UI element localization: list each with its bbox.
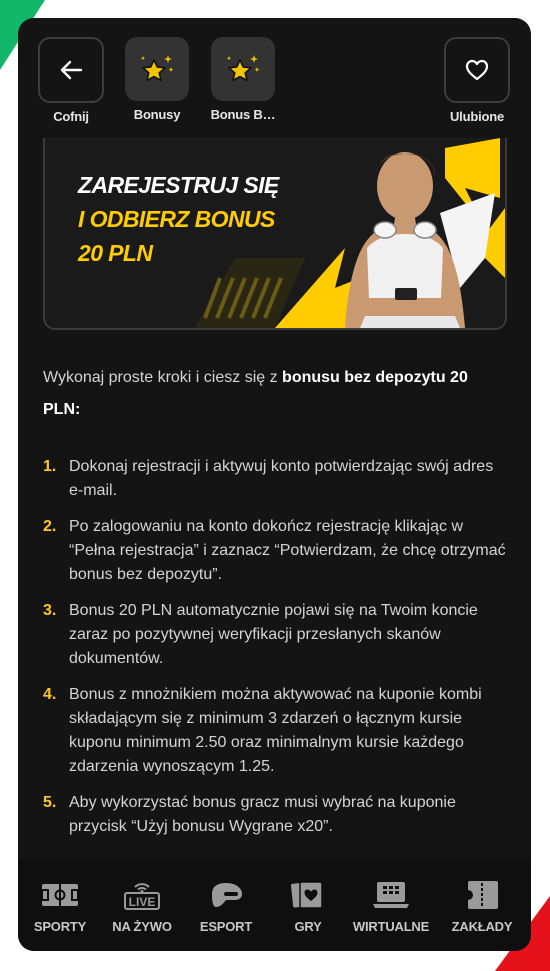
arrow-left-icon bbox=[58, 57, 84, 83]
nav-item-na-zywo[interactable] bbox=[102, 879, 182, 934]
favorites-button[interactable] bbox=[443, 37, 511, 124]
nav-label: ZAKŁADY bbox=[451, 919, 513, 934]
promo-banner[interactable] bbox=[43, 138, 507, 330]
step-text: Po zalogowaniu na konto dokończ rejestrację klikając w “Pełna rejestracja” i zaznacz “Potwierdzam, że chcę otrzymać bonus bez depozytu”. bbox=[69, 518, 506, 583]
field-icon bbox=[40, 881, 80, 909]
stars-icon bbox=[138, 52, 176, 86]
list-item bbox=[43, 455, 508, 503]
step-text: Bonus 20 PLN automatycznie pojawi się na Twoim koncie zaraz po pozytywnej weryfikacji przesłanych skanów dokumentów. bbox=[69, 602, 478, 667]
heart-icon bbox=[464, 58, 490, 82]
nav-item-gry[interactable] bbox=[268, 879, 348, 934]
step-text: Aby wykorzystać bonus gracz musi wybrać na kuponie przycisk “Użyj bonusu Wygrane x20”. bbox=[69, 794, 456, 835]
ticket-icon bbox=[462, 879, 502, 911]
banner-line-2: I ODBIERZ BONUS bbox=[78, 206, 275, 232]
gamepad-icon bbox=[206, 880, 246, 910]
live-icon-text: LIVE bbox=[128, 895, 156, 909]
nav-item-esport[interactable] bbox=[186, 879, 266, 934]
live-icon bbox=[122, 879, 162, 911]
intro-text bbox=[43, 362, 508, 426]
list-item bbox=[43, 791, 508, 839]
list-item bbox=[43, 683, 508, 779]
nav-label: ESPORT bbox=[199, 919, 253, 934]
list-item bbox=[43, 599, 508, 671]
list-item bbox=[43, 515, 508, 587]
step-number: 3. bbox=[43, 602, 57, 619]
back-button[interactable] bbox=[37, 37, 105, 124]
step-text: Dokonaj rejestracji i aktywuj konto potwierdzając swój adres e-mail. bbox=[69, 458, 494, 499]
bonus-b-label: Bonus B… bbox=[210, 107, 276, 122]
step-number: 4. bbox=[43, 686, 57, 703]
step-number: 2. bbox=[43, 518, 57, 535]
favorites-label: Ulubione bbox=[449, 109, 504, 124]
bonus-description bbox=[43, 362, 508, 851]
nav-item-wirtualne[interactable] bbox=[351, 879, 431, 934]
step-text: Bonus z mnożnikiem można aktywować na kuponie kombi składającym się z minimum 3 zdarzeń o łącznym kursie kuponu minimum 2.50 oraz minimalnym kursie każdego zdarzenia wynoszącym 1.25. bbox=[69, 686, 482, 775]
app-screen bbox=[18, 18, 531, 951]
intro-bold: bonusu bez depozytu 20 PLN: bbox=[43, 369, 468, 418]
back-label: Cofnij bbox=[53, 109, 89, 124]
top-bar bbox=[18, 18, 531, 138]
stars-icon bbox=[224, 52, 262, 86]
intro-prefix: Wykonaj proste kroki i ciesz się z bbox=[43, 369, 283, 386]
cards-icon bbox=[288, 879, 328, 911]
steps-list bbox=[43, 455, 508, 839]
nav-label: WIRTUALNE bbox=[352, 919, 430, 934]
bottom-navigation bbox=[18, 859, 531, 951]
bonuses-button[interactable] bbox=[123, 37, 191, 122]
banner-line-1: ZAREJESTRUJ SIĘ bbox=[78, 172, 279, 198]
nav-label: GRY bbox=[294, 919, 322, 934]
step-number: 1. bbox=[43, 458, 57, 475]
step-number: 5. bbox=[43, 794, 57, 811]
computer-icon bbox=[371, 880, 411, 910]
nav-item-sporty[interactable] bbox=[20, 879, 100, 934]
nav-label: NA ŻYWO bbox=[112, 919, 172, 934]
bonus-b-button[interactable] bbox=[209, 37, 277, 122]
nav-label: SPORTY bbox=[33, 919, 87, 934]
bonuses-label: Bonusy bbox=[133, 107, 181, 122]
banner-line-3: 20 PLN bbox=[78, 240, 153, 266]
banner-headline bbox=[78, 168, 279, 270]
nav-item-zaklady[interactable] bbox=[442, 879, 522, 934]
